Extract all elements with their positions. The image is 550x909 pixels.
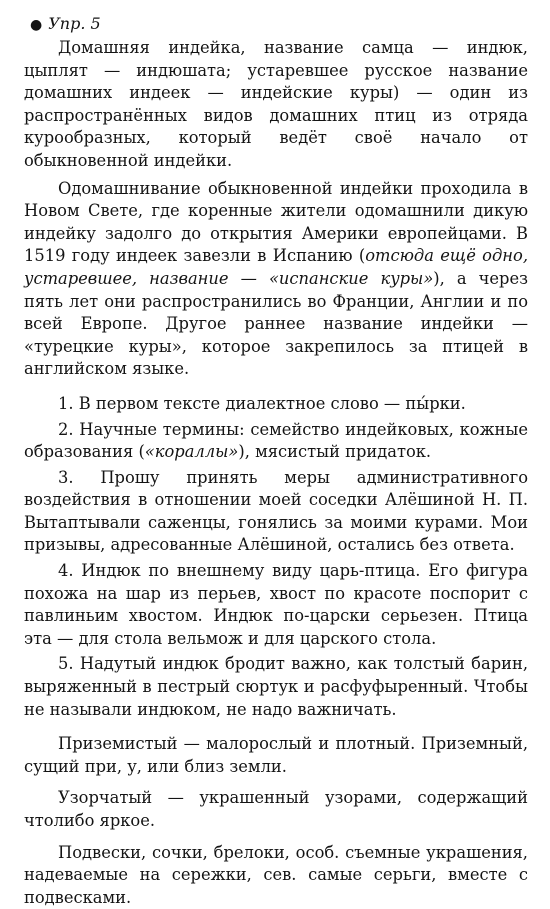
intro-paragraph-2-italic: отсюда ещё одно, устаревшее, название — «испанские куры» — [24, 246, 528, 288]
bullet-icon: ● — [30, 17, 43, 33]
intro-paragraph-1: Домашняя индейка, название самца — индюк, цыплят — индюшата; устаревшее русское название домашних индеек — индейские куры) — один из распространённых видов домашних птиц из отряда курообразных, который ведёт своё начало от обыкновенной индейки. — [24, 38, 528, 170]
exercise-heading — [30, 14, 528, 35]
glossary-uzorchaty: Узорчатый — украшенный узорами, содержащий чтолибо яркое. — [24, 788, 528, 830]
intro-paragraph-2 — [24, 178, 528, 381]
intro-paragraph-2-text-a: Одомашнивание обыкновенной индейки проходила в Новом Свете, где коренные жители одомашнили дикую индейку задолго до открытия Америки европейцами. В 1519 году индеек завезли в Испанию ( — [24, 178, 528, 266]
answer-2-text-b: ), мясистый придаток. — [238, 442, 432, 462]
glossary-prizemisty: Приземистый — малорослый и плотный. Приземный, сущий при, у, или близ земли. — [24, 734, 528, 776]
answer-2-text-a: 2. Научные термины: семейство индейковых, кожные образования ( — [24, 419, 528, 462]
textbook-page — [24, 14, 528, 909]
answer-2-italic: «кораллы» — [144, 442, 239, 462]
answer-5: 5. Надутый индюк бродит важно, как толстый барин, выряженный в пестрый сюртук и расфуфыренный. Чтобы не называли индюком, не надо важничать. — [24, 654, 528, 719]
intro-paragraph-2-text-b: ), а через пять лет они распространились во Франции, Англии и по всей Европе. Другое раннее название индейки — «турецкие куры», которое закрепилось за птицей в английском языке. — [24, 268, 528, 379]
exercise-label: Упр. 5 — [48, 14, 101, 33]
answer-1: 1. В первом тексте диалектное слово — пы́рки. — [58, 393, 466, 413]
answer-3: 3. Прошу принять меры административного воздействия в отношении моей соседки Алёшиной Н. П. Вытаптывали саженцы, гонялись за моими курами. Мои призывы, адресованные Алёшиной, остались без ответа. — [24, 467, 528, 555]
answer-4: 4. Индюк по внешнему виду царь-птица. Его фигура похожа на шар из перьев, хвост по красоте поспорит с павлиньим хвостом. Индюк по-царски серьезен. Птица эта — для стола вельмож и для царского стола. — [24, 561, 528, 648]
answer-2 — [24, 419, 528, 464]
glossary-podveski: Подвески, сочки, брелоки, особ. съемные украшения, надеваемые на сережки, сев. самые серьги, вместе с подвесками. — [24, 842, 528, 907]
